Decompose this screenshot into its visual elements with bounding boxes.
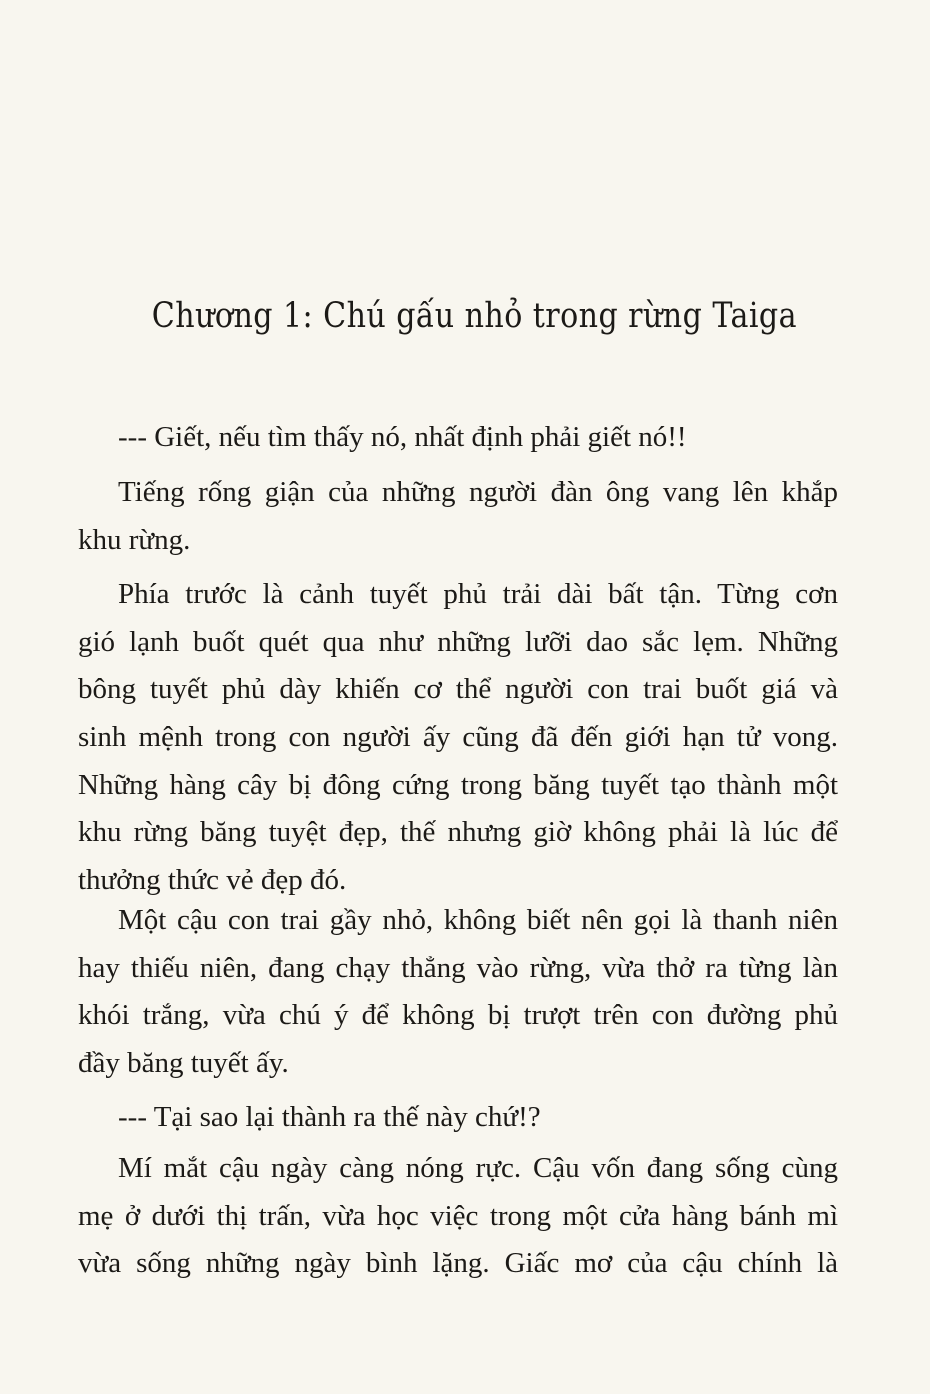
- text-line: Mí mắt cậu ngày càng nóng rực. Cậu vốn đang sống cùng: [118, 1152, 838, 1184]
- paragraph-1: [78, 414, 838, 462]
- text-line: khói trắng, vừa chú ý để không bị trượt trên con đường phủ: [78, 999, 838, 1032]
- text-line: gió lạnh buốt quét qua như những lưỡi dao sắc lẹm. Những: [78, 625, 838, 658]
- paragraph-4: [78, 897, 838, 1088]
- text-line: đầy băng tuyết ấy.: [78, 1047, 289, 1080]
- text-line: vừa sống những ngày bình lặng. Giấc mơ của cậu chính là: [78, 1247, 838, 1280]
- text-line: mẹ ở dưới thị trấn, vừa học việc trong một cửa hàng bánh mì: [78, 1199, 838, 1232]
- text-line: Một cậu con trai gầy nhỏ, không biết nên gọi là thanh niên: [118, 904, 838, 936]
- paragraph-3: [78, 571, 838, 905]
- text-line: bông tuyết phủ dày khiến cơ thể người con trai buốt giá và: [78, 673, 838, 706]
- text-line: Phía trước là cảnh tuyết phủ trải dài bất tận. Từng cơn: [118, 578, 838, 610]
- text-line: thưởng thức vẻ đẹp đó.: [78, 864, 347, 897]
- text-line: Những hàng cây bị đông cứng trong băng tuyết tạo thành một: [78, 768, 838, 801]
- text-line: khu rừng băng tuyệt đẹp, thế nhưng giờ không phải là lúc để: [78, 816, 838, 849]
- text-line: sinh mệnh trong con người ấy cũng đã đến giới hạn tử vong.: [78, 721, 838, 754]
- text-line: --- Tại sao lại thành ra thế này chứ!?: [118, 1101, 541, 1133]
- text-line: khu rừng.: [78, 523, 191, 556]
- text-line: Tiếng rống giận của những người đàn ông vang lên khắp: [118, 476, 838, 508]
- chapter-title: Chương 1: Chú gấu nhỏ trong rừng Taiga: [151, 296, 798, 336]
- paragraph-2: [78, 469, 838, 564]
- paragraph-6: [78, 1145, 838, 1288]
- paragraph-5: [78, 1094, 838, 1142]
- text-line: --- Giết, nếu tìm thấy nó, nhất định phải giết nó!!: [118, 421, 687, 453]
- text-line: hay thiếu niên, đang chạy thẳng vào rừng, vừa thở ra từng làn: [78, 951, 838, 984]
